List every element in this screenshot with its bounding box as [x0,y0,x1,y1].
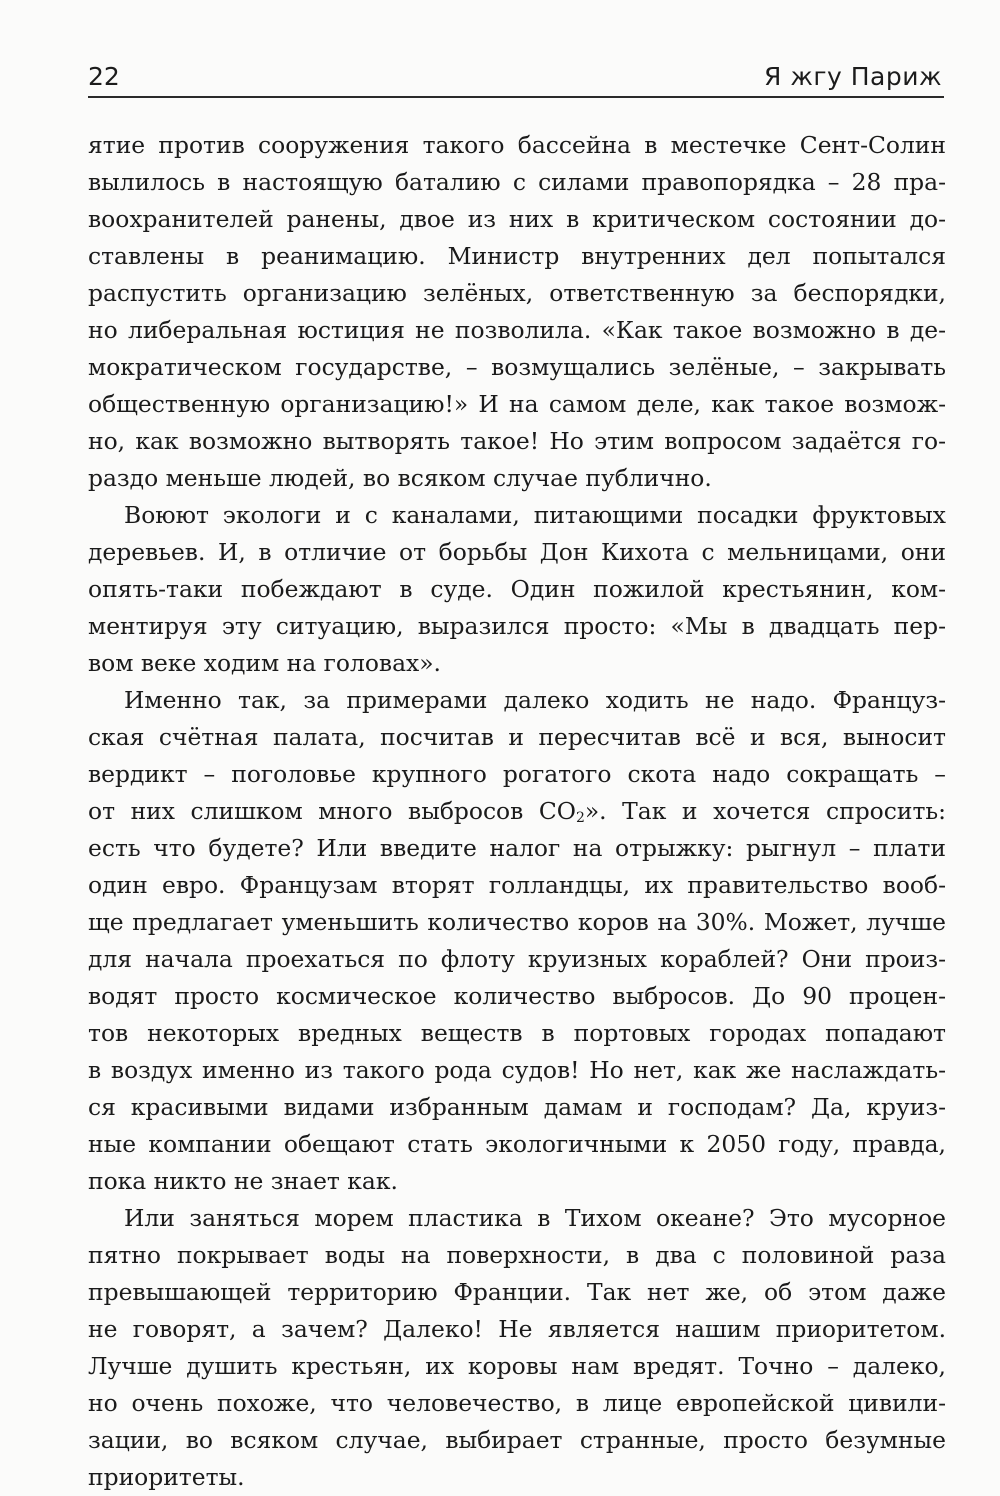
text-line: превышающей территорию Франции. Так нет же, об этом даже [88,1278,946,1306]
text-line: но очень похоже, что человечество, в лице европейской цивили- [88,1389,946,1417]
paragraph-1 [88,127,946,497]
text-line: опять-таки побеждают в суде. Один пожилой крестьянин, ком- [88,575,946,603]
text-line: вылилось в настоящую баталию с силами правопорядка – 28 пра- [88,168,946,196]
text-line: один евро. Французам вторят голландцы, их правительство вооб- [88,871,946,899]
co2-text: от них слишком много выбросов CO [88,797,576,825]
text-line: общественную организацию!» И на самом деле, как такое возмож- [88,390,946,418]
text-line: вердикт – поголовье крупного рогатого скота надо сокращать – [88,760,946,788]
text-line: приоритеты. [88,1463,245,1491]
text-line: в воздух именно из такого рода судов! Но нет, как же наслаждать- [88,1056,946,1084]
text-line: раздо меньше людей, во всяком случае публично. [88,464,712,492]
text-line-co2 [88,793,946,830]
text-line: водят просто космическое количество выбросов. До 90 процен- [88,982,946,1010]
paragraph-2 [88,497,946,682]
text-line: ные компании обещают стать экологичными к 2050 году, правда, [88,1130,946,1158]
text-line: зации, во всяком случае, выбирает странные, просто безумные [88,1426,946,1454]
text-line: для начала проехаться по флоту круизных кораблей? Они произ- [88,945,946,973]
text-line: ятие против сооружения такого бассейна в местечке Сент-Солин [88,131,946,159]
body-text [88,127,946,1496]
text-line: ще предлагает уменьшить количество коров на 30%. Может, лучше [88,908,946,936]
text-line: воохранителей ранены, двое из них в критическом состоянии до- [88,205,946,233]
text-line: но либеральная юстиция не позволила. «Как такое возможно в де- [88,316,946,344]
running-title: Я жгу Париж [764,62,942,91]
paragraph-4 [88,1200,946,1496]
text-line: есть что будете? Или введите налог на отрыжку: рыгнул – плати [88,834,946,862]
text-line: деревьев. И, в отличие от борьбы Дон Кихота с мельницами, они [88,538,946,566]
page-number: 22 [88,62,120,91]
text-line: вом веке ходим на головах». [88,649,441,677]
text-line: Или заняться морем пластика в Тихом океане? Это мусорное [124,1204,946,1232]
text-line: не говорят, а зачем? Далеко! Не является нашим приоритетом. [88,1315,946,1343]
paragraph-3 [88,682,946,1200]
text-line: ментируя эту ситуацию, выразился просто: «Мы в двадцать пер- [88,612,946,640]
text-line: распустить организацию зелёных, ответственную за беспорядки, [88,279,946,307]
text-line: ставлены в реанимацию. Министр внутренних дел попытался [88,242,946,270]
text-line: Лучше душить крестьян, их коровы нам вредят. Точно – далеко, [88,1352,946,1380]
text-line: ская счётная палата, посчитав и пересчитав всё и вся, выносит [88,723,946,751]
text-line: Воюют экологи и с каналами, питающими посадки фруктовых [124,501,946,529]
text-line: но, как возможно вытворять такое! Но этим вопросом задаётся го- [88,427,946,455]
co2-tail: ». Так и хочется спросить: [584,797,946,825]
text-line: тов некоторых вредных веществ в портовых городах попадают [88,1019,946,1047]
text-line: ся красивыми видами избранным дамам и господам? Да, круиз- [88,1093,946,1121]
text-line: мократическом государстве, – возмущались зелёные, – закрывать [88,353,946,381]
text-line: пятно покрывает воды на поверхности, в два с половиной раза [88,1241,946,1269]
text-line: пока никто не знает как. [88,1167,398,1195]
text-line: Именно так, за примерами далеко ходить не надо. Француз- [124,686,946,714]
page-header [88,60,944,98]
co2-subscript: 2 [575,810,585,826]
